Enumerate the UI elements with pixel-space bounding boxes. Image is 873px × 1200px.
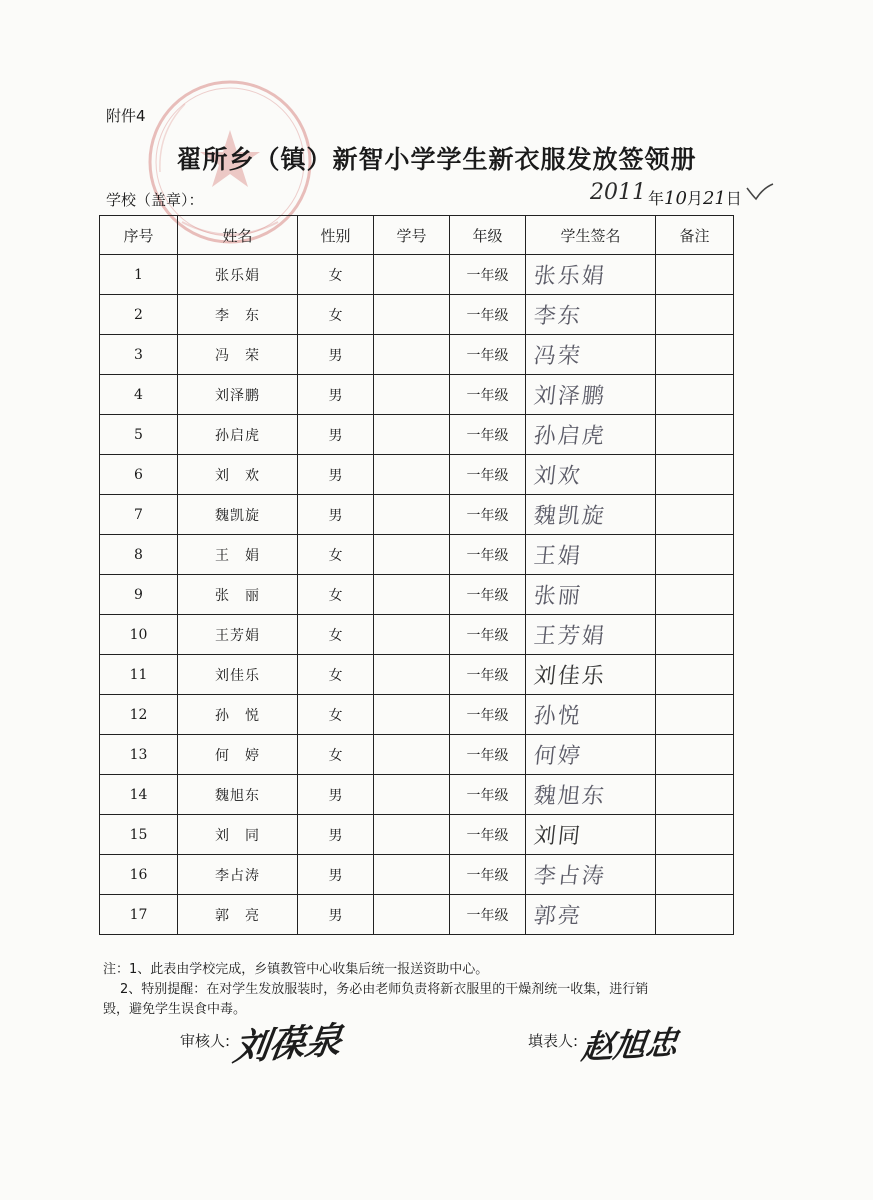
table-row bbox=[100, 575, 734, 615]
handwritten-signature: 刘佳乐 bbox=[532, 664, 608, 689]
row-student-id-cell bbox=[374, 295, 450, 335]
row-name-cell: 刘佳乐 bbox=[178, 655, 298, 695]
row-seq-cell: 14 bbox=[100, 775, 178, 815]
row-remark-cell bbox=[656, 415, 734, 455]
handwritten-signature: 孙启虎 bbox=[532, 424, 608, 449]
row-name-cell: 刘 欢 bbox=[178, 455, 298, 495]
row-signature-cell bbox=[526, 415, 656, 455]
row-seq-cell: 17 bbox=[100, 895, 178, 935]
handwritten-signature: 刘泽鹏 bbox=[532, 384, 608, 409]
row-seq-cell: 16 bbox=[100, 855, 178, 895]
note-line-2: 2、特别提醒：在对学生发放服装时，务必由老师负责将新衣服里的干燥剂统一收集，进行销 bbox=[120, 982, 649, 997]
col-remark: 备注 bbox=[656, 216, 734, 255]
row-signature-cell bbox=[526, 655, 656, 695]
handwritten-signature: 刘同 bbox=[532, 824, 584, 849]
row-grade-cell: 一年级 bbox=[450, 335, 526, 375]
note-line-3: 毁，避免学生误食中毒。 bbox=[103, 1002, 247, 1017]
table-row bbox=[100, 855, 734, 895]
row-signature-cell bbox=[526, 615, 656, 655]
row-remark-cell bbox=[656, 775, 734, 815]
handwritten-signature: 魏凯旋 bbox=[532, 504, 608, 529]
table-row bbox=[100, 775, 734, 815]
attachment-label: 附件4 bbox=[106, 107, 146, 125]
row-gender-cell: 女 bbox=[298, 615, 374, 655]
filler-signature-text: 赵旭忠 bbox=[579, 1023, 681, 1067]
notes-section bbox=[103, 960, 743, 1020]
row-name-cell: 魏旭东 bbox=[178, 775, 298, 815]
row-grade-cell: 一年级 bbox=[450, 535, 526, 575]
handwritten-signature: 冯荣 bbox=[532, 344, 584, 369]
row-grade-cell: 一年级 bbox=[450, 655, 526, 695]
row-grade-cell: 一年级 bbox=[450, 495, 526, 535]
row-remark-cell bbox=[656, 575, 734, 615]
row-grade-cell: 一年级 bbox=[450, 255, 526, 295]
row-signature-cell bbox=[526, 375, 656, 415]
row-gender-cell: 男 bbox=[298, 815, 374, 855]
row-signature-cell bbox=[526, 295, 656, 335]
check-mark-icon bbox=[745, 182, 775, 202]
row-student-id-cell bbox=[374, 815, 450, 855]
handwritten-signature: 郭亮 bbox=[532, 904, 584, 929]
handwritten-signature: 李占涛 bbox=[532, 864, 608, 889]
row-signature-cell bbox=[526, 335, 656, 375]
row-grade-cell: 一年级 bbox=[450, 415, 526, 455]
row-student-id-cell bbox=[374, 335, 450, 375]
table-row bbox=[100, 295, 734, 335]
date-month-char: 月 bbox=[686, 189, 703, 208]
row-grade-cell: 一年级 bbox=[450, 855, 526, 895]
row-gender-cell: 女 bbox=[298, 655, 374, 695]
row-gender-cell: 男 bbox=[298, 415, 374, 455]
row-name-cell: 张乐娟 bbox=[178, 255, 298, 295]
row-remark-cell bbox=[656, 255, 734, 295]
row-name-cell: 孙 悦 bbox=[178, 695, 298, 735]
date-day: 21 bbox=[702, 188, 726, 209]
row-grade-cell: 一年级 bbox=[450, 735, 526, 775]
distribution-table bbox=[99, 215, 734, 935]
row-grade-cell: 一年级 bbox=[450, 615, 526, 655]
row-signature-cell bbox=[526, 575, 656, 615]
row-student-id-cell bbox=[374, 615, 450, 655]
row-gender-cell: 女 bbox=[298, 695, 374, 735]
row-remark-cell bbox=[656, 535, 734, 575]
row-signature-cell bbox=[526, 455, 656, 495]
row-name-cell: 魏凯旋 bbox=[178, 495, 298, 535]
row-student-id-cell bbox=[374, 455, 450, 495]
handwritten-signature: 张丽 bbox=[532, 584, 584, 609]
date-year: 2011 bbox=[590, 180, 646, 205]
row-name-cell: 李占涛 bbox=[178, 855, 298, 895]
row-signature-cell bbox=[526, 815, 656, 855]
row-name-cell: 张 丽 bbox=[178, 575, 298, 615]
row-gender-cell: 男 bbox=[298, 335, 374, 375]
col-seq: 序号 bbox=[100, 216, 178, 255]
handwritten-signature: 李东 bbox=[532, 304, 584, 329]
row-seq-cell: 6 bbox=[100, 455, 178, 495]
row-seq-cell: 8 bbox=[100, 535, 178, 575]
row-remark-cell bbox=[656, 615, 734, 655]
row-remark-cell bbox=[656, 895, 734, 935]
reviewer-signature bbox=[230, 1010, 370, 1070]
row-grade-cell: 一年级 bbox=[450, 695, 526, 735]
row-signature-cell bbox=[526, 775, 656, 815]
row-signature-cell bbox=[526, 855, 656, 895]
row-seq-cell: 10 bbox=[100, 615, 178, 655]
table-row bbox=[100, 655, 734, 695]
handwritten-signature: 王娟 bbox=[532, 544, 584, 569]
row-student-id-cell bbox=[374, 775, 450, 815]
date-year-char: 年 bbox=[648, 189, 665, 208]
row-student-id-cell bbox=[374, 655, 450, 695]
row-remark-cell bbox=[656, 815, 734, 855]
row-seq-cell: 7 bbox=[100, 495, 178, 535]
row-name-cell: 王芳娟 bbox=[178, 615, 298, 655]
row-seq-cell: 1 bbox=[100, 255, 178, 295]
row-name-cell: 王 娟 bbox=[178, 535, 298, 575]
row-name-cell: 郭 亮 bbox=[178, 895, 298, 935]
row-signature-cell bbox=[526, 695, 656, 735]
row-seq-cell: 9 bbox=[100, 575, 178, 615]
row-grade-cell: 一年级 bbox=[450, 895, 526, 935]
row-grade-cell: 一年级 bbox=[450, 295, 526, 335]
row-student-id-cell bbox=[374, 575, 450, 615]
row-gender-cell: 男 bbox=[298, 895, 374, 935]
row-gender-cell: 女 bbox=[298, 735, 374, 775]
row-seq-cell: 5 bbox=[100, 415, 178, 455]
row-remark-cell bbox=[656, 855, 734, 895]
row-signature-cell bbox=[526, 255, 656, 295]
row-signature-cell bbox=[526, 735, 656, 775]
row-seq-cell: 3 bbox=[100, 335, 178, 375]
table-row bbox=[100, 255, 734, 295]
row-seq-cell: 13 bbox=[100, 735, 178, 775]
row-student-id-cell bbox=[374, 255, 450, 295]
date-month: 10 bbox=[664, 188, 687, 209]
row-remark-cell bbox=[656, 695, 734, 735]
date-day-char: 日 bbox=[725, 189, 742, 208]
table-row bbox=[100, 335, 734, 375]
row-student-id-cell bbox=[374, 695, 450, 735]
row-gender-cell: 女 bbox=[298, 575, 374, 615]
row-seq-cell: 15 bbox=[100, 815, 178, 855]
school-label: 学校（盖章）： bbox=[106, 191, 204, 209]
handwritten-signature: 孙悦 bbox=[532, 704, 584, 729]
row-gender-cell: 男 bbox=[298, 375, 374, 415]
row-gender-cell: 男 bbox=[298, 495, 374, 535]
reviewer-signature-text: 刘葆泉 bbox=[230, 1019, 345, 1070]
row-grade-cell: 一年级 bbox=[450, 775, 526, 815]
table-header-row bbox=[100, 216, 734, 255]
row-grade-cell: 一年级 bbox=[450, 575, 526, 615]
row-name-cell: 冯 荣 bbox=[178, 335, 298, 375]
row-name-cell: 何 婷 bbox=[178, 735, 298, 775]
row-name-cell: 李 东 bbox=[178, 295, 298, 335]
row-remark-cell bbox=[656, 375, 734, 415]
row-gender-cell: 男 bbox=[298, 775, 374, 815]
row-student-id-cell bbox=[374, 895, 450, 935]
filler-signature bbox=[580, 1012, 700, 1072]
row-grade-cell: 一年级 bbox=[450, 375, 526, 415]
row-seq-cell: 4 bbox=[100, 375, 178, 415]
handwritten-signature: 魏旭东 bbox=[532, 784, 608, 809]
table-row bbox=[100, 535, 734, 575]
col-grade: 年级 bbox=[450, 216, 526, 255]
table-body bbox=[100, 255, 734, 935]
table-row bbox=[100, 615, 734, 655]
row-student-id-cell bbox=[374, 375, 450, 415]
row-remark-cell bbox=[656, 335, 734, 375]
reviewer-label: 审核人: bbox=[180, 1032, 231, 1050]
table-row bbox=[100, 455, 734, 495]
row-student-id-cell bbox=[374, 855, 450, 895]
row-grade-cell: 一年级 bbox=[450, 455, 526, 495]
row-gender-cell: 女 bbox=[298, 255, 374, 295]
row-name-cell: 孙启虎 bbox=[178, 415, 298, 455]
col-gender: 性别 bbox=[298, 216, 374, 255]
handwritten-signature: 张乐娟 bbox=[532, 264, 608, 289]
table-row bbox=[100, 735, 734, 775]
handwritten-signature: 刘欢 bbox=[532, 464, 584, 489]
row-signature-cell bbox=[526, 495, 656, 535]
row-remark-cell bbox=[656, 495, 734, 535]
row-remark-cell bbox=[656, 295, 734, 335]
row-gender-cell: 男 bbox=[298, 455, 374, 495]
table-row bbox=[100, 375, 734, 415]
row-gender-cell: 男 bbox=[298, 855, 374, 895]
table-row bbox=[100, 895, 734, 935]
filler-label: 填表人: bbox=[528, 1032, 579, 1050]
row-seq-cell: 11 bbox=[100, 655, 178, 695]
table-row bbox=[100, 815, 734, 855]
row-remark-cell bbox=[656, 655, 734, 695]
table-row bbox=[100, 495, 734, 535]
row-gender-cell: 女 bbox=[298, 535, 374, 575]
row-gender-cell: 女 bbox=[298, 295, 374, 335]
row-seq-cell: 12 bbox=[100, 695, 178, 735]
row-student-id-cell bbox=[374, 415, 450, 455]
row-grade-cell: 一年级 bbox=[450, 815, 526, 855]
row-name-cell: 刘 同 bbox=[178, 815, 298, 855]
col-name: 姓名 bbox=[178, 216, 298, 255]
row-signature-cell bbox=[526, 895, 656, 935]
col-student-id: 学号 bbox=[374, 216, 450, 255]
note-line-1: 注：1、此表由学校完成，乡镇教管中心收集后统一报送资助中心。 bbox=[103, 962, 489, 977]
col-signature: 学生签名 bbox=[526, 216, 656, 255]
row-signature-cell bbox=[526, 535, 656, 575]
date-month-day bbox=[648, 186, 742, 209]
handwritten-signature: 何婷 bbox=[532, 744, 584, 769]
document-title: 翟所乡（镇）新智小学学生新衣服发放签领册 bbox=[176, 145, 697, 174]
table-row bbox=[100, 415, 734, 455]
handwritten-signature: 王芳娟 bbox=[532, 624, 608, 649]
row-remark-cell bbox=[656, 735, 734, 775]
table-row bbox=[100, 695, 734, 735]
row-seq-cell: 2 bbox=[100, 295, 178, 335]
row-name-cell: 刘泽鹏 bbox=[178, 375, 298, 415]
row-student-id-cell bbox=[374, 735, 450, 775]
row-student-id-cell bbox=[374, 495, 450, 535]
row-remark-cell bbox=[656, 455, 734, 495]
row-student-id-cell bbox=[374, 535, 450, 575]
